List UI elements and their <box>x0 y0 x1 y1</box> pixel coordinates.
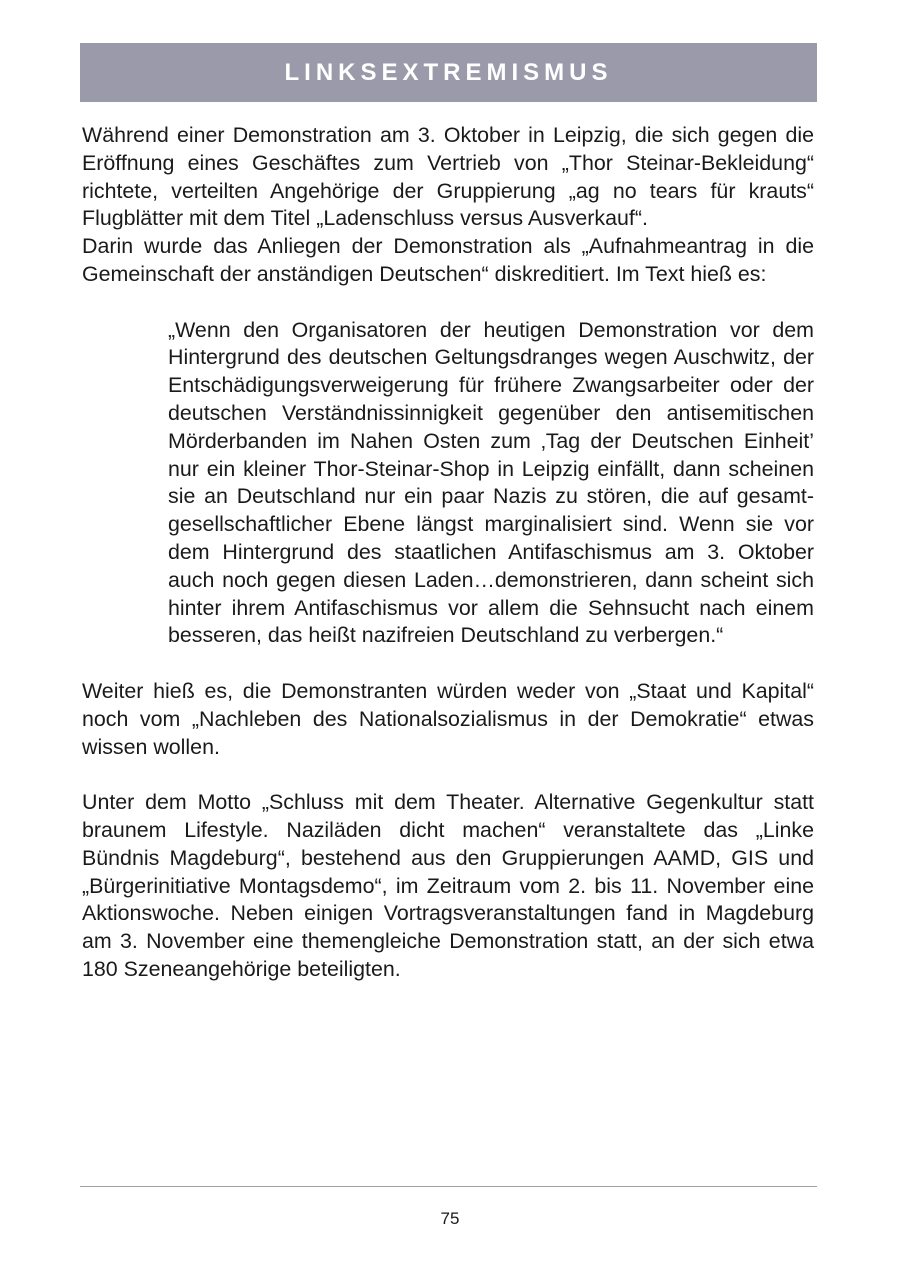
section-title: LINKSEXTREMISMUS <box>284 58 613 86</box>
paragraph-spacer <box>82 650 814 678</box>
page-body <box>82 122 814 984</box>
paragraph-flyer-intro: Darin wurde das Anliegen der Demonstration als „Aufnahmeantrag in die Gemeinschaft der anständigen Deutschen“ diskreditiert. Im Text hieß es: <box>82 234 814 286</box>
footer-divider <box>80 1186 817 1187</box>
paragraph-spacer <box>82 289 814 317</box>
paragraph-action-week-magdeburg: Unter dem Motto „Schluss mit dem Theater. Alternative Gegenkultur statt braunem Lifestyle. Naziläden dicht machen“ veranstaltete das „Linke Bündnis Magdeburg“, bestehend aus den Gruppierungen AAMD, GIS und „Bürgerinitiative Montagsdemo“, im Zeitraum vom 2. bis 11. November eine Aktionswoche. Neben einigen Vortragsveranstaltungen fand in Magdeburg am 3. November eine themengleiche Demonstration statt, an der sich etwa 180 Szeneangehörige beteiligten. <box>82 790 814 981</box>
section-header-bar <box>80 43 817 102</box>
paragraph-demonstration-leipzig: Während einer Demonstration am 3. Oktober in Leipzig, die sich gegen die Eröffnung eines Geschäftes zum Vertrieb von „Thor Steinar-Bekleidung“ richtete, verteilten Angehörige der Gruppierung „ag no tears für krauts“ Flugblätter mit dem Titel „Ladenschluss versus Ausverkauf“. <box>82 123 814 231</box>
block-quote: „Wenn den Organisatoren der heutigen Demonstration vor dem Hintergrund des deutschen Geltungsdranges wegen Auschwitz, der Entschädigungsverweigerung für frühere Zwangsarbeiter oder der deutschen Verständnissinnigkeit gegenüber den antisemitischen Mörderbanden im Nahen Osten zum ‚Tag der Deutschen Einheit’ nur ein kleiner Thor-Steinar-Shop in Leipzig einfällt, dann scheinen sie an Deutschland nur ein paar Nazis zu stören, die auf gesamtgesellschaftlicher Ebene längst marginalisiert sind. Wenn sie vor dem Hintergrund des staatlichen Antifaschismus am 3. Oktober auch noch gegen diesen Laden…demonstrieren, dann scheint sich hinter ihrem Antifaschismus vor allem die Sehnsucht nach einem besseren, das heißt nazifreien Deutschland zu verbergen.“ <box>168 317 814 648</box>
paragraph-spacer <box>82 761 814 789</box>
paragraph-further-quote: Weiter hieß es, die Demonstranten würden weder von „Staat und Kapital“ noch vom „Nachleben des Nationalsozialismus in der Demokratie“ etwas wissen wollen. <box>82 678 814 759</box>
page-number: 75 <box>440 1209 460 1228</box>
